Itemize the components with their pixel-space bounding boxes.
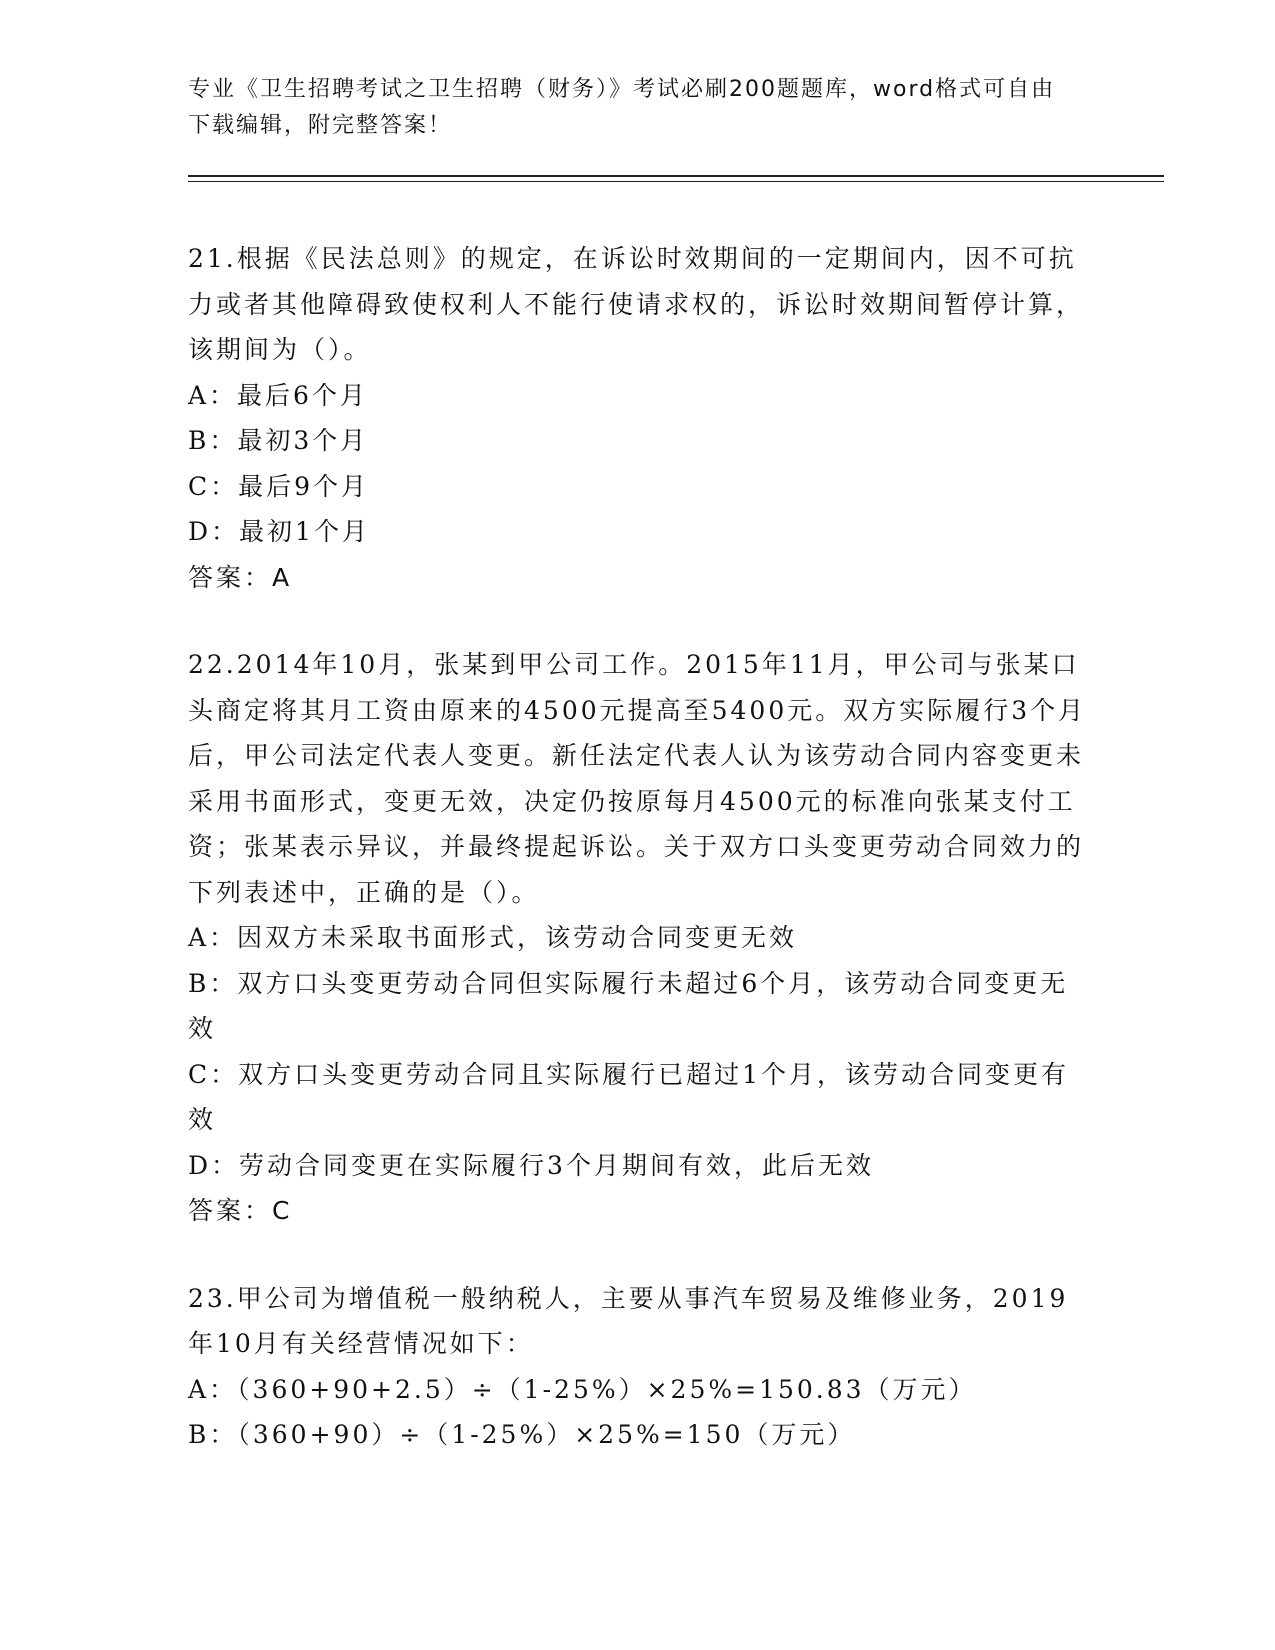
option-a: A：最后6个月 xyxy=(188,380,368,410)
answer-line: 答案：C xyxy=(188,1196,293,1225)
header-rule-thin xyxy=(188,181,1164,182)
question-22 xyxy=(188,642,1088,1234)
header-rule-thick xyxy=(188,175,1164,177)
question-text: 23.甲公司为增值税一般纳税人，主要从事汽车贸易及维修业务，2019年10月有关经营情况如下： xyxy=(188,1283,1069,1358)
option-b: B：最初3个月 xyxy=(188,426,369,455)
question-text: 22.2014年10月，张某到甲公司工作。2015年11月，甲公司与张某口头商定将其月工资由原来的4500元提高至5400元。双方实际履行3个月后，甲公司法定代表人变更。新任法定代表人认为该劳动合同内容变更未采用书面形式，变更无效，决定仍按原每月4500元的标准向张某支付工资；张某表示异议，并最终提起诉讼。关于双方口头变更劳动合同效力的下列表述中，正确的是（）。 xyxy=(188,650,1087,907)
option-c: C：双方口头变更劳动合同且实际履行已超过1个月，该劳动合同变更有效 xyxy=(188,1059,1070,1134)
option-d: D：劳动合同变更在实际履行3个月期间有效，此后无效 xyxy=(188,1150,874,1180)
question-23 xyxy=(188,1276,1088,1458)
option-d: D：最初1个月 xyxy=(188,517,370,546)
question-text: 21.根据《民法总则》的规定，在诉讼时效期间的一定期间内，因不可抗力或者其他障碍致使权利人不能行使请求权的，诉讼时效期间暂停计算，该期间为（）。 xyxy=(188,244,1085,364)
question-list xyxy=(188,236,1088,1500)
answer-line: 答案：A xyxy=(188,562,293,592)
option-a: A：（360+90+2.5）÷（1-25%）×25%=150.83（万元） xyxy=(188,1374,977,1404)
option-c: C：最后9个月 xyxy=(188,471,370,501)
question-21 xyxy=(188,236,1088,600)
document-header: 专业《卫生招聘考试之卫生招聘（财务）》考试必刷200题题库，word格式可自由下载编辑，附完整答案！ xyxy=(188,77,1056,138)
option-a: A：因双方未采取书面形式，该劳动合同变更无效 xyxy=(188,923,798,952)
option-b: B：双方口头变更劳动合同但实际履行未超过6个月，该劳动合同变更无效 xyxy=(188,968,1069,1043)
option-b: B：（360+90）÷（1-25%）×25%=150（万元） xyxy=(188,1420,856,1449)
